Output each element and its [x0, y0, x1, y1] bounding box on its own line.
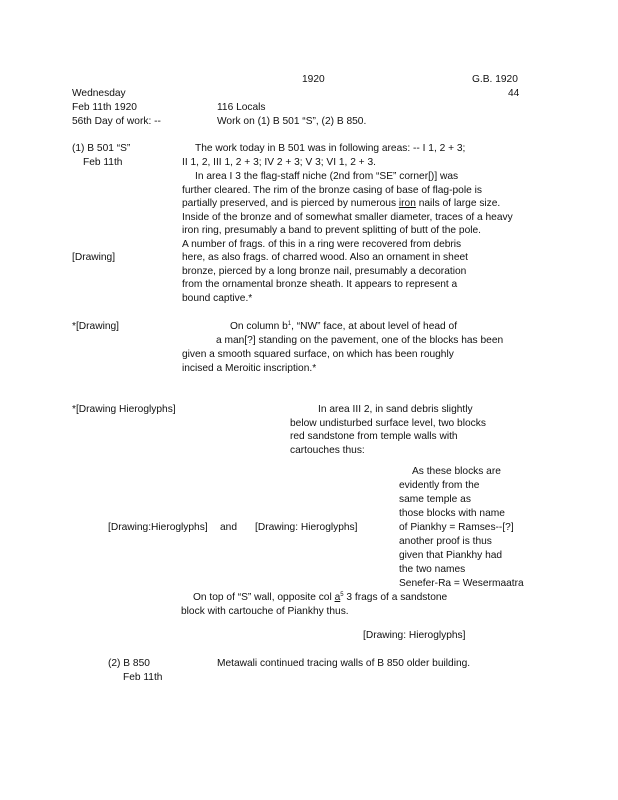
section2-text: Metawali continued tracing walls of B 850 older building.	[217, 658, 471, 669]
and-text: and	[220, 522, 237, 533]
drawing-placeholder: [Drawing]	[72, 252, 116, 263]
hieroglyph-drawing-b: [Drawing: Hieroglyphs]	[255, 522, 358, 533]
wall-line: block with cartouche of Piankhy thus.	[181, 606, 349, 617]
section1-line: from the ornamental bronze sheath. It appears to represent a	[182, 279, 458, 290]
section1-line: bronze, pierced by a long bronze nail, presumably a decoration	[182, 266, 467, 277]
year: 1920	[302, 74, 325, 85]
section2-sublabel: Feb 11th	[123, 672, 163, 683]
hiero-line: In area III 2, in sand debris slightly	[318, 404, 473, 415]
section1-line: II 1, 2, III 1, 2 + 3; IV 2 + 3; V 3; VI 1, 2 + 3.	[182, 157, 376, 168]
notebook-ref: G.B. 1920	[472, 74, 518, 85]
column-line: incised a Meroitic inscription.*	[182, 363, 317, 374]
note-line: same temple as	[399, 494, 471, 505]
section1-sublabel: Feb 11th	[83, 157, 123, 168]
column-line: a man[?] standing on the pavement, one of the blocks has been	[216, 335, 504, 346]
weekday: Wednesday	[72, 88, 126, 99]
column-drawing-label: *[Drawing]	[72, 321, 119, 332]
section1-line: further cleared. The rim of the bronze casing of base of flag-pole is	[182, 185, 482, 196]
hieroglyph-drawing-c: [Drawing: Hieroglyphs]	[363, 630, 466, 641]
hiero-line: cartouches thus:	[290, 445, 365, 456]
section1-line: In area I 3 the flag-staff niche (2nd from “SE” corner[)] was	[195, 171, 459, 182]
note-line: Senefer-Ra = Wesermaatra	[399, 578, 524, 589]
hiero-line: below undisturbed surface level, two blocks	[290, 418, 486, 429]
section1-line: bound captive.*	[182, 293, 253, 304]
note-line: evidently from the	[399, 480, 480, 491]
section1-line: iron ring, presumably a band to prevent splitting of butt of the pole.	[182, 225, 482, 236]
section1-line: A number of frags. of this in a ring were recovered from debris	[182, 239, 462, 250]
hieroglyph-drawing-label: *[Drawing Hieroglyphs]	[72, 404, 176, 415]
note-line: given that Piankhy had	[399, 550, 503, 561]
page-number: 44	[508, 88, 520, 99]
note-line: another proof is thus	[399, 536, 492, 547]
note-line: As these blocks are	[412, 466, 501, 477]
section2-label: (2) B 850	[108, 658, 150, 669]
wall-line: On top of “S” wall, opposite col $a^5$ 3 frags of a sandstone	[193, 592, 448, 603]
hiero-line: red sandstone from temple walls with	[290, 431, 458, 442]
column-line: On column $b^1$, “NW” face, at about level of head of	[230, 321, 458, 332]
section1-line: Inside of the bronze and of somewhat smaller diameter, traces of a heavy	[182, 212, 513, 223]
section1-line: here, as also frags. of charred wood. Also an ornament in sheet	[182, 252, 468, 263]
note-line: those blocks with name	[399, 508, 505, 519]
date: Feb 11th 1920	[72, 102, 137, 113]
note-line: of Piankhy = Ramses--[?]	[399, 522, 514, 533]
note-line: the two names	[399, 564, 466, 575]
day-count: 56th Day of work: --	[72, 116, 161, 127]
section1-line: partially preserved, and is pierced by numerous iron nails of large size.	[182, 198, 501, 209]
work-on: Work on (1) B 501 “S”, (2) B 850.	[217, 116, 367, 127]
column-line: given a smooth squared surface, on which has been roughly	[182, 349, 454, 360]
hieroglyph-drawing-a: [Drawing:Hieroglyphs]	[108, 522, 208, 533]
section1-line: The work today in B 501 was in following areas: -- I 1, 2 + 3;	[195, 143, 466, 154]
section1-label: (1) B 501 “S”	[72, 143, 131, 154]
locals-count: 116 Locals	[217, 102, 266, 113]
